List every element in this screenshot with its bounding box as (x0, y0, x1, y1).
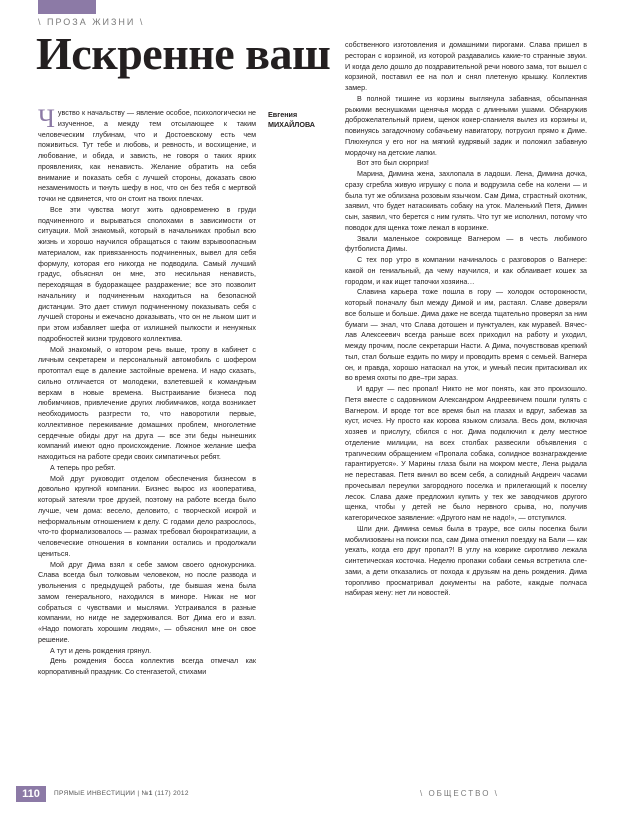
paragraph: Звали маленькое сокровище Вагнером — в честь любимого футболиста Димы. (345, 234, 587, 254)
magazine-name: ПРЯМЫЕ ИНВЕСТИЦИИ (54, 790, 136, 797)
paragraph: А тут и день рождения грянул. (50, 646, 152, 655)
paragraph: Марина, Димина жена, захлопала в ладоши. Лена, Димина дочка, сразу сгребла живую игрушку с пола и водрузила себе на колени — и была тут же облизана розовым язычком. Сам Дима, страстный охотник, заявил, что будет натаскивать собаку на уток. Маленький Петя, Димин сын, заявил, что берется с ним гулять. Что тут же исполнил, потому что поводок для щенка тоже лежал в корзинке. (345, 170, 587, 232)
paragraph: Мой друг Дима взял к себе замом своего однокурсника. Слава всегда был толковым человеком, но после развода и увольнения с предыдущей работы, где бывшая жена была замом генерального, находился в миноре. Никак не мог собраться с чувствами и мыслями. Устраивался в разные компании, но нигде не задерживался. Вот Дима его и взял. «Надо помогать хорошим людям», — объяснил мне он свое решение. (38, 560, 256, 644)
section-rubric: \ ПРОЗА ЖИЗНИ \ (38, 17, 145, 27)
paragraph: Мой знакомый, о котором речь выше, тропу в кабинет с личным секретарем и персональный автомобиль с шофером протоптал еще в далекие застойные времена. И надо сказать, сильно отличается от молодежи, взлетевшей к командным верхам в новые времена. Выстраивание бизнеса под любимчиков, привлечение других любимчиков, когда возникает необходимость разгрести то, что наворотили первые, коллективное переживание домашних проблем, многолетние сердечные обиды друг на друга — все эти беды нынешних компаний имеют одно происхождение. Ложное желание шефа находиться на работе среди своих симпатичных ребят. (38, 345, 256, 461)
drop-cap: Ч (38, 104, 55, 133)
author-last-name: МИХАЙЛОВА (268, 119, 315, 129)
paragraph: Шли дни. Димина семья была в трауре, все силы поселка были мобилизованы на поиски пса, сам Дима отменил поездку на Бали — как уехать, когда его друг пропал?! В углу на коврике сиротливо лежала синтетическая косточка. Неделю пропажи собаки семья встретила слезами, а дети отказались от похода к друзьям на день рождения. Дима торопливо просматривал документы на работе, каждые полчаса набирая жену: нет ли новостей. (345, 524, 587, 598)
article-title: Искренне ваш (36, 28, 331, 79)
article-column-right (345, 40, 587, 599)
paragraph: В полной тишине из корзины выглянула забавная, обсыпанная рыжими веснушками щенячья морда с длинными ушами. Обнаружив доброжелательный прием, щенок кокер-спаниеля вылез из корзины и, повинуясь загaдочному собачьему навигатору, потрусил прямо к Диме. Плюхнулся у его ног на мягкий кудрявый задик и положил забавную мордочку на детские лапки. (345, 94, 587, 157)
lead-paragraph (38, 104, 256, 205)
paragraph: собственного изготовления и домашними пирогами. Слава пришел в ресторан с корзиной, из которой раздавались какие-то странные звуки. И когда дело дошло до поздравительной речи нового зама, тот вышел с корзиной, поставил ее на пол и снял плетеную крышку. Коллектив замер. (345, 41, 587, 92)
lead-paragraph-text: увство к начальству — явление особое, психологически не изученное, а между тем отсылающее к таким человеческим глубинам, что и Достоевскому есть чем поживиться. Тут тебе и любовь, и ревность, и восхищение, и любование, и обида, и зависть, не говоря о таких ярких проявлениях, как ненависть. Желание обратить на себя внимание и показать себя с лучшей стороны, доказать свою незаменимость и ткнуть шефу в нос, что он без тебя с мертвой точки не сдвинется, что он стоит на твоих плечах. (38, 109, 256, 203)
paragraph: День рождения босса коллектив всегда отмечал как корпоративный праздник. Со стенгазетой, стихами (38, 657, 256, 676)
issue-number: 1 (148, 790, 153, 797)
paragraph: Все эти чувства могут жить одновременно в груди подчиненного и вырываться сполохами в зависимости от ситуации. Мой знакомый, который в начальниках пробыл всю жизнь и хорошо научился обращаться с таким взрывоопасным материалом, как привязанность подчиненных, вывел для себя формулу, которая его никогда не подводила. Самый лучший градус, объяснял он мне, это несильная ненависть, переходящая в будоражащее раздражение; все это позволит начальнику и подчиненным находиться на безопасной дистанции. Это дает стимул подчиненному показывать себя с лучшей стороны и ежечасно доказывать, что он не лыком шит и при этом избавляет шефа от излишней пылкости и ненужных подробностей жизни трудового коллектива. (38, 205, 256, 343)
article-column-left (38, 104, 256, 678)
paragraph: С тех пор утро в компании начиналось с разговоров о Вагнере: какой он гениальный, да чему научился, и как облаивает кошек за городом, и как ищет тапочки хозяина… (345, 256, 587, 286)
author-byline (268, 110, 334, 129)
footer-section-name: \ ОБЩЕСТВО \ (420, 789, 499, 798)
paragraph: Славина карьера тоже пошла в гору — холодок осторожности, который поначалу был между Димой и им, растаял. Славе доверяли все больше и больше. Дима даже не всегда тщательно проверял за ним бумаги — знал, что Слава дотошен и пунктуален, как муравей. Вячеслав Алексеевич всегда раньше всех приходил на работу и уходил, между прочим, после секретарши Насти. А Дима, почувствовав крепкий тыл, стал больше ездить по миру и проводить время с семьей. Вагнера он, и правда, хорошо натаскал на уток, и умный песик притаскивал их во время охоты по две–три зараз. (345, 288, 587, 383)
issue-prefix: № (141, 790, 149, 797)
header-accent-bar (38, 0, 96, 14)
page-number: 110 (22, 788, 40, 800)
paragraph: И вдруг — пес пропал! Никто не мог понять, как это произошло. Петя вместе с садовником Александром Андреевичем пошли гулять с Вагнером. И вроде тот все время был на глазах и вдруг, забежав за куст, исчез. Ну просто как корова языком слизала. Весь дом, включая хозяев и прислугу, сбился с ног. Дима подключил к делу местное отделение милиции, на всех столбах развесили объявления с трагическим обращением «Пропала собака, солидное вознаграждение гарантируется». У Марины глаза были на мокром месте, Лена рыдала не переставая. Петя винил во всем себя, а солидный Андреич часами прочесывал переулки загородного поселка и прилегающий к поселку лесок. Слава даже предложил купить у тех же заводчиков другого щенка, чтобы у детей не было нервного срыва, но, получив категорическое заявление: «Другого нам не надо!», — отступился. (345, 385, 587, 522)
issue-details: (117) 2012 (154, 790, 189, 797)
paragraph: Вот это был сюрприз! (357, 159, 429, 168)
author-first-name: Евгения (268, 110, 298, 119)
magazine-footer: ПРЯМЫЕ ИНВЕСТИЦИИ | №1 (117) 2012 (54, 790, 189, 797)
paragraph: А теперь про ребят. (50, 463, 116, 472)
paragraph: Мой друг руководит отделом обеспечения бизнесом в довольно крупной компании. Бизнес вырос из кооператива, который затеяли трое друзей, поэтому на работе всегда было лучше, чем дома: весело, деловито, с творческой искрой и неформальным отношением к делу. С годами дело разрослось, что-то формализовалось — размах требовал бюрократизации, а человеческие отношения в компании остались и продолжали цениться. (38, 474, 256, 558)
